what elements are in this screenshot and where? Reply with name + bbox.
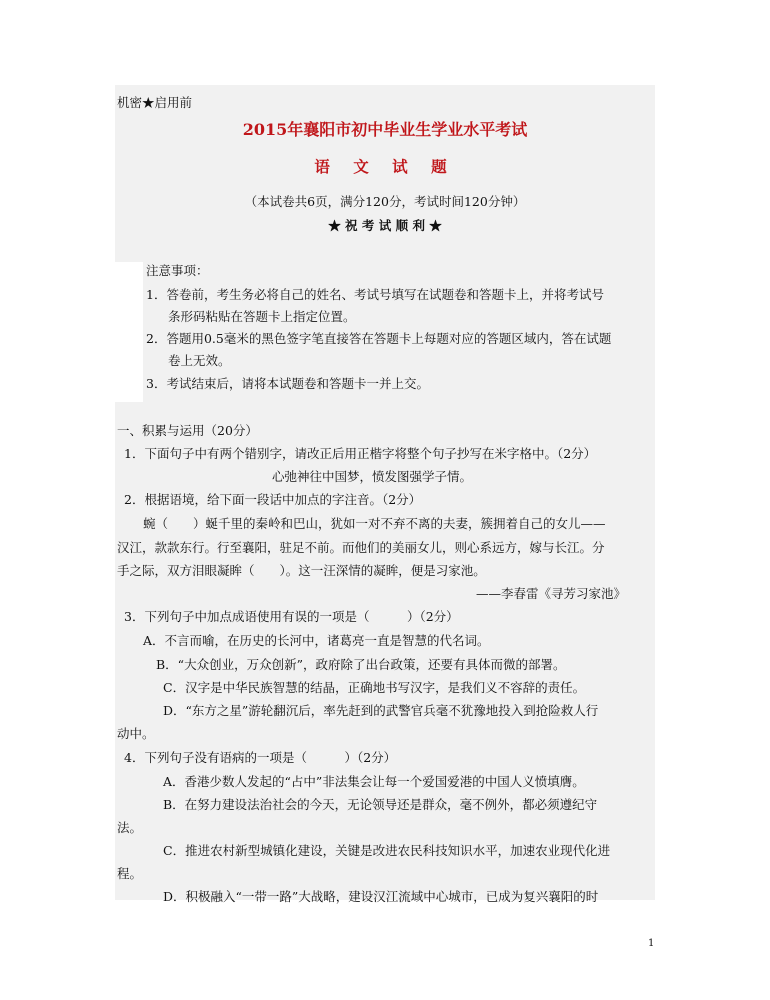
notice-item-2-cont: 卷上无效。: [168, 353, 231, 368]
question-1: 1．下面句子中有两个错别字，请改正后用正楷字将整个句子抄写在米字格中。（2分）: [124, 446, 597, 461]
notice-item-1: 1．答卷前，考生务必将自己的姓名、考试号填写在试题卷和答题卡上，并将考试号: [146, 287, 604, 302]
question-4: 4．下列句子没有语病的一项是（ ）（2分）: [124, 750, 397, 765]
page-number: 1: [648, 938, 655, 949]
question-3-option-d: D．“东方之星”游轮翻沉后，率先赶到的武警官兵毫不犹豫地投入到抢险救人行: [163, 703, 599, 718]
confidential-label: 机密★启用前: [117, 95, 193, 110]
question-4-option-a: A．香港少数人发起的“占中”非法集会让每一个爱国爱港的中国人义愤填膺。: [163, 774, 585, 789]
question-3-option-a: A．不言而喻，在历史的长河中，诸葛亮一直是智慧的代名词。: [143, 633, 490, 648]
question-2-passage-3: 手之际，双方泪眼凝眸（ ）。这一汪深情的凝眸，便是习家池。: [117, 563, 486, 578]
question-3: 3．下列句子中加点成语使用有误的一项是（ ）（2分）: [124, 609, 459, 624]
question-4-option-d: D．积极融入“一带一路”大战略，建设汉江流域中心城市，已成为复兴襄阳的时: [163, 889, 599, 904]
question-4-option-b-cont: 法。: [117, 820, 143, 835]
question-2: 2．根据语境，给下面一段话中加点的字注音。（2分）: [124, 492, 422, 507]
exam-title: 2015年襄阳市初中毕业生学业水平考试: [242, 120, 528, 139]
notice-item-2: 2．答题用0.5毫米的黑色签字笔直接答在答题卡上每题对应的答题区域内，答在试题: [146, 331, 612, 346]
question-2-passage-2: 汉江，款款东行。行至襄阳，驻足不前。而他们的美丽女儿，则心系远方，嫁与长江。分: [117, 540, 605, 555]
question-3-option-d-cont: 动中。: [117, 726, 155, 741]
notice-heading: 注意事项：: [146, 263, 209, 278]
good-luck-banner: ★ 祝 考 试 顺 利 ★: [328, 218, 442, 233]
question-3-option-c: C．汉字是中华民族智慧的结晶，正确地书写汉字，是我们义不容辞的责任。: [163, 680, 586, 695]
notice-item-1-cont: 条形码粘贴在答题卡上指定位置。: [168, 309, 356, 324]
subject-title: 语 文 试 题: [314, 157, 456, 176]
question-4-option-c: C．推进农村新型城镇化建设，关键是改进农民科技知识水平，加速农业现代化进: [163, 843, 611, 858]
question-2-source: ——李春雷《寻芳习家池》: [476, 586, 627, 601]
question-1-sentence: 心弛神往中国梦，愤发图强学子情。: [272, 469, 473, 484]
notice-item-3: 3．考试结束后，请将本试题卷和答题卡一并上交。: [146, 376, 429, 391]
section-1-heading: 一、积累与运用（20分）: [117, 423, 258, 438]
question-3-option-b: B．“大众创业，万众创新”，政府除了出台政策，还要有具体而微的部署。: [156, 657, 566, 672]
question-4-option-c-cont: 程。: [117, 866, 143, 881]
exam-info: （本试卷共6页，满分120分，考试时间120分钟）: [244, 194, 526, 209]
question-4-option-b: B．在努力建设法治社会的今天，无论领导还是群众，毫不例外，都必须遵纪守: [163, 797, 598, 812]
margin-block: [115, 262, 143, 402]
question-2-passage-1: 蜿（ ）蜒千里的秦岭和巴山，犹如一对不弃不离的夫妻，簇拥着自己的女儿——: [143, 516, 606, 531]
